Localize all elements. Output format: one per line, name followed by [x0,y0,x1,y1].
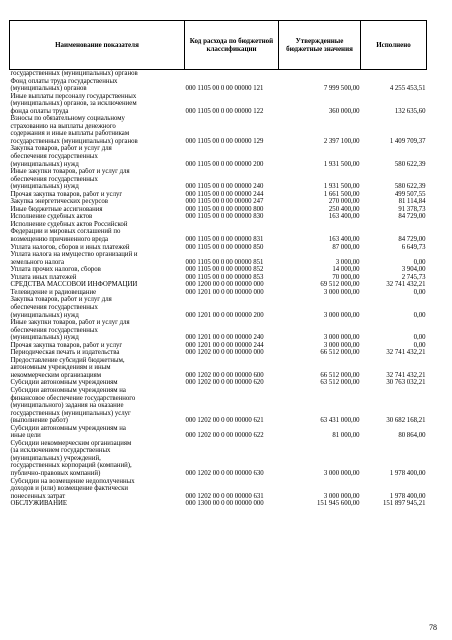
row-name [10,93,185,116]
row-name-line: Уплата иных платежей [10,273,77,281]
row-name-line: (муниципальных) учреждений, [10,454,101,462]
row-name-line: доходов и (или) возмещение фактически [10,485,129,493]
row-executed: 580 622,39 [394,160,426,168]
row-name-line: (муниципальных) нужд [10,311,79,319]
row-name-line: земельного налога [10,258,65,266]
row-name [10,425,185,440]
row-name-line: Федерации и мировых соглашений по [10,228,121,236]
row-name-line: (муниципальных) нужд [10,183,79,191]
table-row [10,145,427,168]
row-code: 000 1202 00 0 00 00000 621 [185,417,264,425]
row-name-line: обеспечения государственных [10,326,98,334]
row-code: 000 1105 00 0 00 00000 830 [185,213,264,221]
table-row [10,206,427,214]
row-name [10,296,185,319]
table-row [10,191,427,199]
row-approved: 3 000 000,00 [323,311,360,319]
row-name-line: Предоставление субсидий бюджетным, [10,356,125,364]
row-code: 000 1202 00 0 00 00000 631 [185,492,264,500]
row-approved: 3 000 000,00 [323,334,360,342]
row-name-line: Взносы по обязательному социальному [10,115,125,123]
row-name-line: обеспечения государственных [10,303,98,311]
row-name [10,221,185,244]
row-name-line: (муниципальных) органов [10,85,87,93]
row-name-line: некоммерческим организациям [10,371,102,379]
row-name-line: Иные бюджетные ассигнования [10,205,103,213]
row-name-line: СРЕДСТВА МАССОВОЙ ИНФОРМАЦИИ [10,281,138,289]
row-name-line: Периодическая печать и издательства [10,349,120,357]
table-row [10,349,427,357]
row-code: 000 1105 00 0 00 00000 852 [185,266,264,274]
row-executed: 4 255 453,51 [389,85,426,93]
row-name-line: Уплата налогов, сборов и иных платежей [10,243,130,251]
row-name-line: страхованию на выплаты денежного [10,122,116,130]
table-row [10,425,427,440]
row-name [10,379,185,387]
row-approved: 250 400,00 [328,205,360,213]
row-executed: 0,00 [413,311,426,319]
row-approved: 66 512 000,00 [320,371,360,379]
budget-execution-table [9,20,427,508]
row-name-line: Субсидии автономным учреждениям на [10,424,126,432]
row-executed: 32 741 432,21 [386,371,426,379]
row-name-line: (выполнение работ) [10,417,68,425]
row-name-line: понесенных затрат [10,492,66,500]
row-approved: 66 512 000,00 [320,349,360,357]
table-row [10,296,427,319]
row-name-line: Иные закупки товаров, работ и услуг для [10,168,130,176]
table-row [10,274,427,282]
row-name [10,440,185,478]
row-name-line: Субсидии автономным учреждениям на [10,386,126,394]
row-executed: 81 114,84 [398,198,426,206]
row-executed: 580 622,39 [394,183,426,191]
row-approved: 3 000 000,00 [323,469,360,477]
row-name-line: государственных (муниципальных) услуг [10,409,131,417]
row-name [10,115,185,145]
row-name-line: (муниципальных) нужд [10,160,79,168]
row-executed: 91 378,73 [398,205,426,213]
row-code: 000 1105 00 0 00 00000 200 [185,160,264,168]
row-approved: 1 931 500,00 [323,183,360,191]
row-approved: 81 000,00 [332,432,360,440]
row-code: 000 1105 00 0 00 00000 121 [185,85,264,93]
row-executed: 84 729,00 [398,213,426,221]
row-approved: 63 512 000,00 [320,379,360,387]
row-executed: 1 409 709,37 [389,137,426,145]
row-executed: 151 897 945,21 [383,500,426,508]
row-name-line: Субсидии автономным учреждениям [10,379,118,387]
row-code: 000 1300 00 0 00 00000 000 [185,500,264,508]
table-row [10,289,427,297]
row-executed: 0,00 [413,258,426,266]
table-row [10,221,427,244]
row-executed: 30 763 032,21 [386,379,426,387]
table-row [10,357,427,380]
row-approved: 151 945 600,00 [317,500,360,508]
row-name [10,478,185,501]
row-code [185,70,279,78]
row-approved: 360 000,00 [328,107,360,115]
row-code: 000 1105 00 0 00 00000 831 [185,236,264,244]
row-code: 000 1105 00 0 00 00000 244 [185,190,264,198]
row-name-line: автономным учреждениям и иным [10,364,111,372]
row-name [10,244,185,252]
row-name [10,251,185,266]
row-approved: 3 000 000,00 [323,341,360,349]
row-code: 000 1105 00 0 00 00000 240 [185,183,264,191]
row-approved: 163 400,00 [328,213,360,221]
row-name [10,78,185,93]
row-executed: 0,00 [413,341,426,349]
row-code: 000 1202 00 0 00 00000 620 [185,379,264,387]
row-name [10,319,185,342]
row-code: 000 1202 00 0 00 00000 630 [185,469,264,477]
row-approved: 7 999 500,00 [323,85,360,93]
table-row [10,198,427,206]
row-approved: 87 000,00 [332,243,360,251]
row-name-line: Закупка товаров, работ и услуг для [10,145,112,153]
row-name-line: государственных корпораций (компаний), [10,462,132,470]
table-row [10,342,427,350]
row-name-line: государственных (муниципальных) органов [10,70,138,77]
row-executed: 6 649,73 [401,243,426,251]
row-name-line: Уплата налога на имущество организаций и [10,251,138,259]
row-code: 000 1105 00 0 00 00000 850 [185,243,264,251]
table-row [10,251,427,266]
header-approved: Утвержденные бюджетные значения [279,21,361,70]
row-executed: 80 864,00 [398,432,426,440]
row-name-line: государственных (муниципальных) органов [10,137,138,145]
row-name [10,198,185,206]
row-executed: 132 635,60 [394,107,426,115]
row-name-line: (муниципальных) органов, за исключением [10,100,137,108]
row-name-line: Иные выплаты персоналу государственных [10,92,137,100]
row-code: 000 1202 00 0 00 00000 000 [185,349,264,357]
row-code: 000 1201 00 0 00 00000 240 [185,334,264,342]
row-name-line: Фонд оплаты труда государственных [10,77,118,85]
row-name-line: (за исключением государственных [10,447,111,455]
row-code: 000 1105 00 0 00 00000 122 [185,107,264,115]
row-approved: 3 000 000,00 [323,492,360,500]
table-row [10,168,427,191]
row-name [10,274,185,282]
row-name [10,191,185,199]
table-body [10,70,427,508]
row-approved: 3 000 000,00 [323,288,360,296]
row-name-line: Прочая закупка товаров, работ и услуг [10,341,123,349]
row-code: 000 1105 00 0 00 00000 851 [185,258,264,266]
row-name [10,70,185,78]
row-name-line: Закупка товаров, работ и услуг для [10,296,112,304]
row-name-line: Исполнение судебных актов [10,213,93,221]
header-name: Наименование показателя [10,21,185,70]
table-row [10,281,427,289]
row-executed: 499 507,55 [394,190,426,198]
row-name [10,266,185,274]
header-code: Код расхода по бюджетной классификации [185,21,279,70]
row-executed: 30 682 168,21 [386,417,426,425]
row-approved: 3 000,00 [335,258,360,266]
row-name-line: публично-правовых компаний) [10,469,101,477]
table-row [10,387,427,425]
row-name [10,206,185,214]
row-name [10,387,185,425]
row-name-line: Иные закупки товаров, работ и услуг для [10,319,130,327]
row-name [10,145,185,168]
row-name-line: (муниципальных) нужд [10,334,79,342]
row-name-line: финансовое обеспечение государственного [10,394,136,402]
table-row [10,115,427,145]
row-name-line: содержания и иные выплаты работникам [10,130,130,138]
row-code: 000 1105 00 0 00 00000 853 [185,273,264,281]
row-approved: 1 931 500,00 [323,160,360,168]
row-name-line: Уплата прочих налогов, сборов [10,266,101,274]
row-code: 000 1201 00 0 00 00000 200 [185,311,264,319]
row-name-line: Прочая закупка товаров, работ и услуг [10,190,123,198]
table-header-row [10,21,427,70]
row-name [10,342,185,350]
row-executed: 3 904,00 [401,266,426,274]
row-name-line: возмещению причиненного вреда [10,236,109,244]
row-approved: 63 431 000,00 [320,417,360,425]
row-name [10,281,185,289]
row-executed: 0,00 [413,288,426,296]
row-name-line: Телевидение и радиовещание [10,288,97,296]
row-name-line: обеспечения государственных [10,153,98,161]
row-code: 000 1105 00 0 00 00000 800 [185,205,264,213]
row-name-line: иные цели [10,432,41,440]
row-name-line: (муниципального) задания на оказание [10,402,124,410]
row-name-line: Закупка энергетических ресурсов [10,198,108,206]
row-name [10,357,185,380]
table-row [10,266,427,274]
row-name-line: ОБСЛУЖИВАНИЕ [10,500,68,508]
row-name-line: Исполнение судебных актов Российской [10,220,128,228]
row-name [10,500,185,508]
row-name-line: Субсидии на возмещение недополученных [10,477,135,485]
row-executed: 32 741 432,21 [386,281,426,289]
row-approved: 70 000,00 [332,273,360,281]
table-row [10,213,427,221]
row-executed [361,70,427,78]
row-executed: 32 741 432,21 [386,349,426,357]
row-name [10,168,185,191]
row-approved: 163 400,00 [328,236,360,244]
table-row [10,93,427,116]
row-name-line: обеспечения государственных [10,175,98,183]
table-row [10,70,427,78]
row-code: 000 1105 00 0 00 00000 247 [185,198,264,206]
row-name [10,213,185,221]
table-row [10,244,427,252]
table-row [10,478,427,501]
row-executed: 2 745,73 [401,273,426,281]
row-name [10,289,185,297]
table-row [10,500,427,508]
row-name-line: фонда оплаты труда [10,107,69,115]
row-approved: 14 000,00 [332,266,360,274]
row-executed: 0,00 [413,334,426,342]
table-row [10,78,427,93]
header-executed: Исполнено [361,21,427,70]
page-number: 78 [429,623,437,632]
row-name-line: Субсидии некоммерческим организациям [10,439,132,447]
row-executed: 1 978 400,00 [389,469,426,477]
row-code: 000 1200 00 0 00 00000 000 [185,281,264,289]
table-row [10,319,427,342]
row-name [10,349,185,357]
row-approved: 2 397 100,00 [323,137,360,145]
row-code: 000 1105 00 0 00 00000 129 [185,137,264,145]
row-executed: 84 729,00 [398,236,426,244]
row-code: 000 1201 00 0 00 00000 244 [185,341,264,349]
row-approved: 270 000,00 [328,198,360,206]
row-executed: 1 978 400,00 [389,492,426,500]
table-row [10,379,427,387]
row-approved [279,70,361,78]
row-approved: 69 512 000,00 [320,281,360,289]
row-code: 000 1201 00 0 00 00000 000 [185,288,264,296]
row-approved: 1 661 500,00 [323,190,360,198]
table-row [10,440,427,478]
row-code: 000 1202 00 0 00 00000 622 [185,432,264,440]
row-code: 000 1202 00 0 00 00000 600 [185,371,264,379]
